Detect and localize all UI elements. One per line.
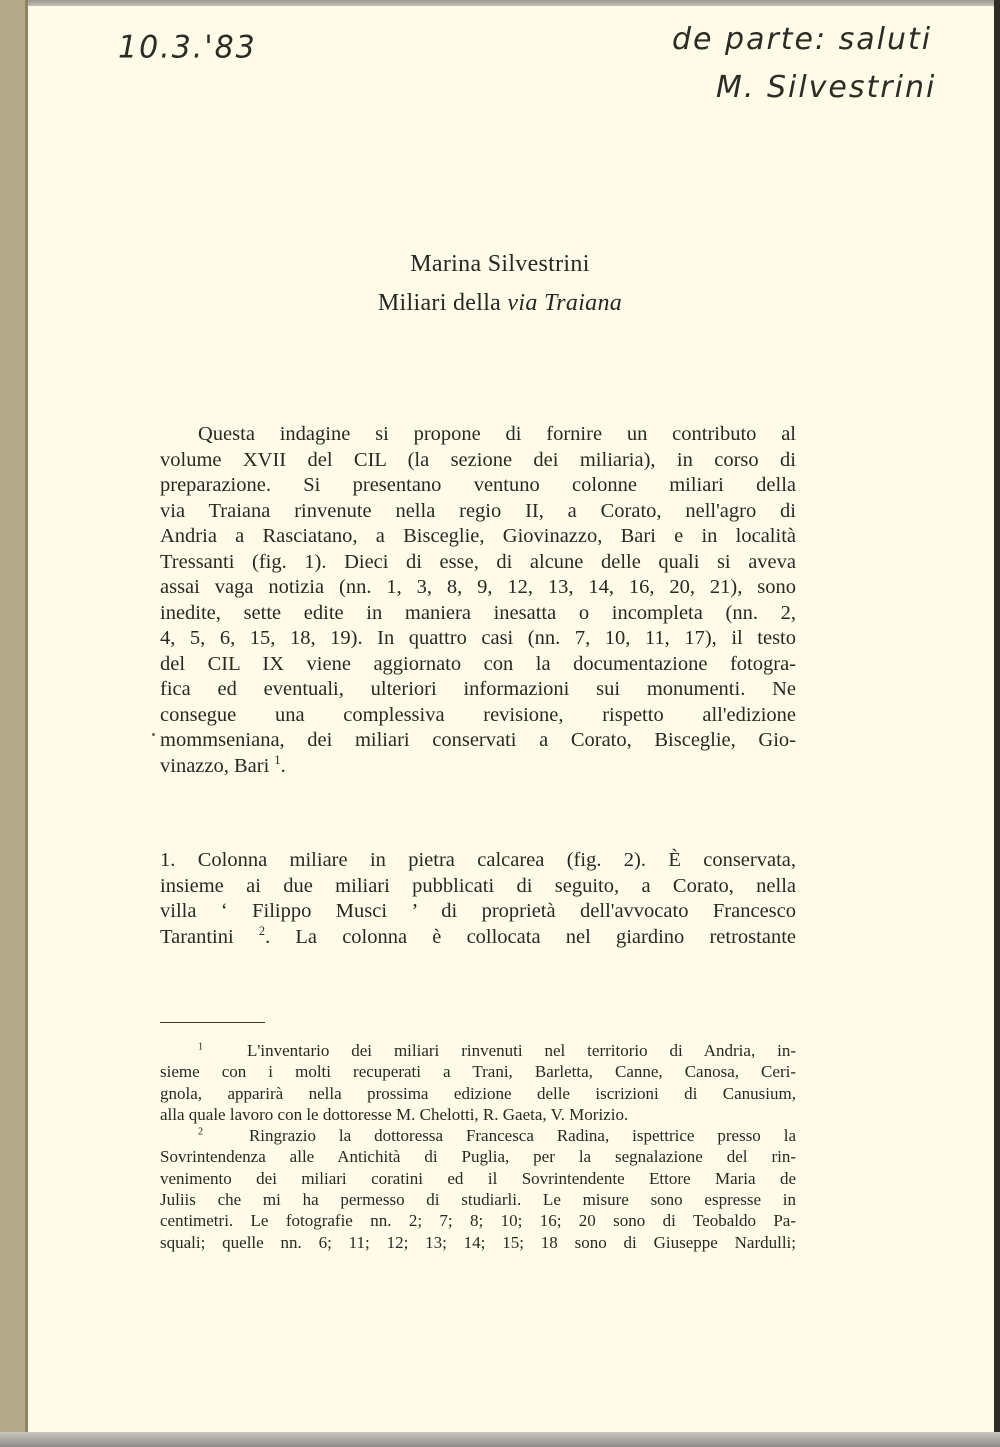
footnote-separator — [160, 1022, 265, 1023]
intro-end-punct: . — [280, 754, 286, 777]
entry-1-paragraph — [160, 848, 796, 950]
footnote-ref-2[interactable]: 2 — [258, 923, 266, 938]
intro-line: del CIL IX viene aggiornato con la documentazione fotogra- — [160, 652, 796, 675]
entry-line-rest: . La colonna è collocata nel giardino retrostante — [265, 925, 796, 948]
author-name: Marina Silvestrini — [410, 251, 590, 277]
footnote-text: Ringrazio la dottoressa Francesca Radina, ispettrice presso la — [248, 1126, 796, 1146]
footnote-ref-1[interactable]: 1 — [274, 752, 281, 767]
footnote-2-line: venimento dei miliari coratini ed il Sovrintendente Ettore Maria de — [160, 1168, 796, 1188]
article-title-roman: Miliari della — [377, 290, 508, 316]
footnote-2-line: squali; quelle nn. 6; 11; 12; 13; 14; 15; 18 sono di Giuseppe Nardulli; — [160, 1232, 796, 1252]
handwritten-dedication-line-2: M. Silvestrini — [716, 70, 937, 105]
binding-strip — [0, 0, 28, 1432]
footnote-1-line: sieme con i molti recuperati a Trani, Barletta, Canne, Canosa, Ceri- — [160, 1062, 796, 1082]
intro-line-text: vinazzo, Bari — [160, 754, 270, 777]
intro-line: fica ed eventuali, ulteriori informazioni sui monumenti. Ne — [160, 678, 796, 700]
intro-line: Andria a Rasciatano, a Bisceglie, Giovinazzo, Bari e in località — [160, 525, 796, 547]
footnote-1-line: gnola, apparirà nella prossima edizione delle iscrizioni di Canusium, — [160, 1083, 796, 1103]
article-title-italic: via Traiana — [507, 290, 623, 316]
article-title — [0, 290, 1000, 317]
entry-line-text: Tarantini — [160, 925, 234, 948]
margin-mark — [152, 733, 155, 736]
scan-bottom-edge — [0, 1432, 1000, 1447]
footnote-2-line: centimetri. Le fotografie nn. 2; 7; 8; 10; 16; 20 sono di Teobaldo Pa- — [160, 1211, 796, 1231]
intro-line: inedite, sette edite in maniera inesatta o incompleta (nn. 2, — [160, 601, 796, 624]
intro-line: Questa indagine si propone di fornire un contributo al — [198, 423, 796, 445]
footnote-2-line — [160, 1125, 796, 1146]
footnote-2-line: Sovrintendenza alle Antichità di Puglia, per la segnalazione del rin- — [160, 1147, 796, 1167]
handwritten-date: 10.3.'83 — [118, 29, 257, 66]
entry-line-last — [160, 925, 796, 951]
footnote-text: L'inventario dei miliari rinvenuti nel territorio di Andria, in- — [246, 1041, 797, 1060]
entry-line: insieme ai due miliari pubblicati di seguito, a Corato, nella — [160, 874, 796, 897]
intro-paragraph — [160, 422, 796, 779]
footnotes — [160, 1040, 796, 1253]
footnote-1-number: 1 — [198, 1041, 204, 1053]
handwritten-dedication-line-1: de parte: saluti — [672, 22, 933, 57]
intro-line: mommseniana, dei miliari conservati a Corato, Bisceglie, Gio- — [160, 729, 796, 751]
intro-line-last — [160, 754, 796, 780]
intro-line: assai vaga notizia (nn. 1, 3, 8, 9, 12, 13, 14, 16, 20, 21), sono — [160, 576, 796, 598]
intro-line: preparazione. Si presentano ventuno colonne miliari della — [160, 474, 796, 496]
intro-line: consegue una complessiva revisione, rispetto all'edizione — [160, 703, 796, 726]
footnote-2-number: 2 — [198, 1126, 204, 1138]
intro-line: Tressanti (fig. 1). Dieci di esse, di alcune delle quali si aveva — [160, 550, 796, 573]
intro-line: via Traiana rinvenute nella regio II, a Corato, nell'agro di — [160, 499, 796, 522]
footnote-2-line: Juliis che mi ha permesso di studiarli. Le misure sono espresse in — [160, 1190, 796, 1210]
entry-line: villa ‘ Filippo Musci ’ di proprietà dell'avvocato Francesco — [160, 900, 796, 922]
scan-right-edge — [994, 0, 1000, 1447]
entry-line: 1. Colonna miliare in pietra calcarea (fig. 2). È conservata, — [160, 849, 796, 871]
footnote-1-line — [160, 1040, 796, 1061]
footnote-1-line: alla quale lavoro con le dottoresse M. Chelotti, R. Gaeta, V. Morizio. — [160, 1104, 629, 1124]
intro-line: 4, 5, 6, 15, 18, 19). In quattro casi (nn. 7, 10, 11, 17), il testo — [160, 627, 796, 649]
intro-line: volume XVII del CIL (la sezione dei miliaria), in corso di — [160, 448, 796, 471]
